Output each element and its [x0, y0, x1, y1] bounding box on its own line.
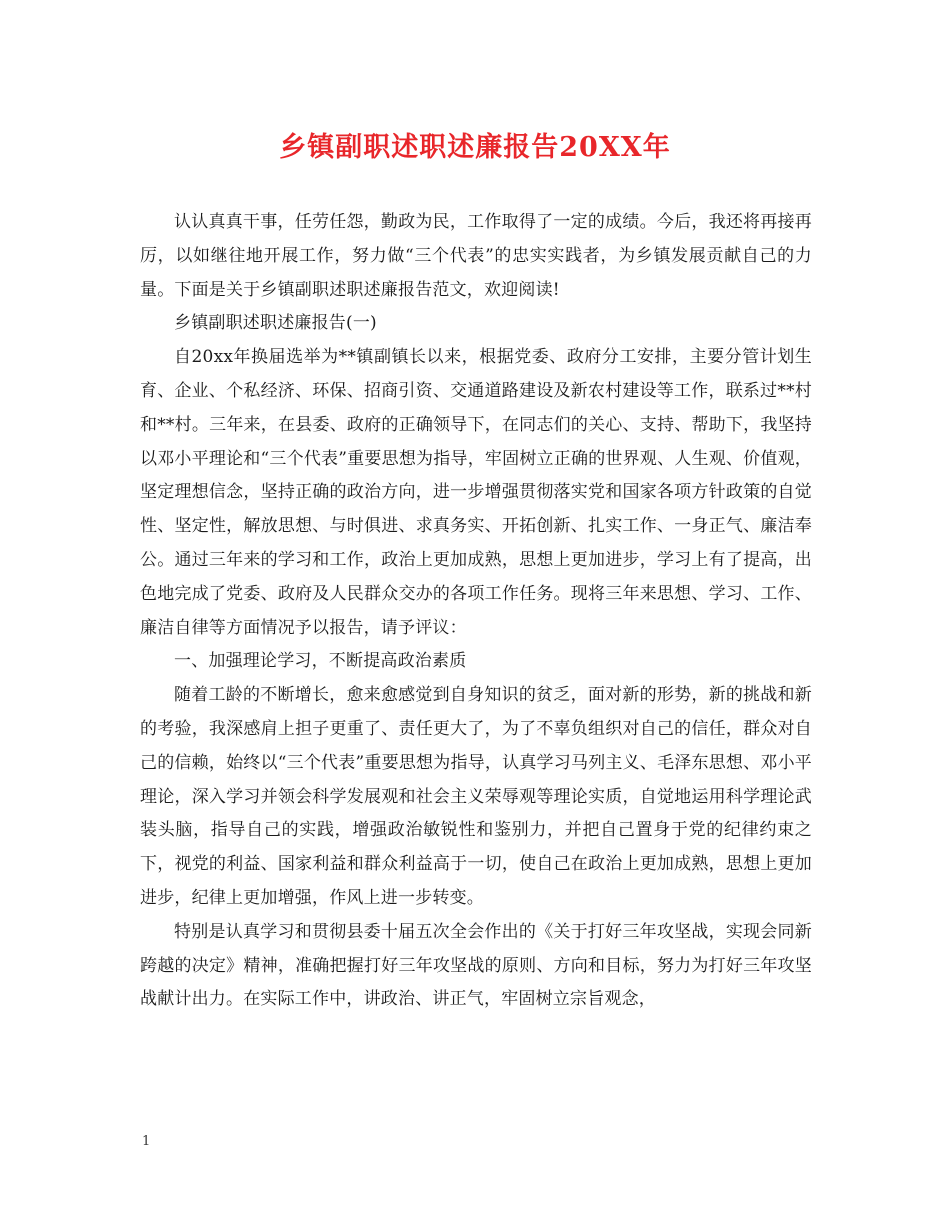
document-body [140, 206, 812, 1017]
body-paragraph: 随着工龄的不断增长，愈来愈感觉到自身知识的贫乏，面对新的形势，新的挑战和新的考验，我深感肩上担子更重了、责任更大了，为了不辜负组织对自己的信任，群众对自己的信赖，始终以“三个代表”重要思想为指导，认真学习马列主义、毛泽东思想、邓小平理论，深入学习并领会科学发展观和社会主义荣辱观等理论实质，自觉地运用科学理论武装头脑，指导自己的实践，增强政治敏锐性和鉴别力，并把自己置身于党的纪律约束之下，视党的利益、国家利益和群众利益高于一切，使自己在政治上更加成熟，思想上更加进步，纪律上更加增强，作风上进一步转变。 [140, 685, 812, 908]
section-heading-theory-study: 一、加强理论学习，不断提高政治素质 [174, 651, 467, 672]
body-paragraph: 特别是认真学习和贯彻县委十届五次全会作出的《关于打好三年攻坚战，实现会同新跨越的决定》精神，准确把握打好三年攻坚战的原则、方向和目标，努力为打好三年攻坚战献计出力。在实际工作中，讲政治、讲正气，牢固树立宗旨观念， [140, 921, 812, 1010]
section-heading-report-one: 乡镇副职述职述廉报告(一) [174, 313, 377, 334]
intro-paragraph: 认认真真干事，任劳任怨，勤政为民，工作取得了一定的成绩。今后，我还将再接再厉，以如继往地开展工作，努力做“三个代表”的忠实实践者，为乡镇发展贡献自己的力量。下面是关于乡镇副职述职述廉报告范文，欢迎阅读! [140, 212, 812, 300]
page-number: 1 [142, 1134, 151, 1149]
body-paragraph: 自20xx年换届选举为**镇副镇长以来，根据党委、政府分工安排，主要分管计划生育、企业、个私经济、环保、招商引资、交通道路建设及新农村建设等工作，联系过**村和**村。三年来，在县委、政府的正确领导下，在同志们的关心、支持、帮助下，我坚持以邓小平理论和“三个代表”重要思想为指导，牢固树立正确的世界观、人生观、价值观，坚定理想信念，坚持正确的政治方向，进一步增强贯彻落实党和国家各项方针政策的自觉性、坚定性，解放思想、与时俱进、求真务实、开拓创新、扎实工作、一身正气、廉洁奉公。通过三年来的学习和工作，政治上更加成熟，思想上更加进步，学习上有了提高，出色地完成了党委、政府及人民群众交办的各项工作任务。现将三年来思想、学习、工作、廉洁自律等方面情况予以报告，请予评议： [140, 347, 812, 638]
document-title: 乡镇副职述职述廉报告20XX年 [279, 132, 671, 163]
